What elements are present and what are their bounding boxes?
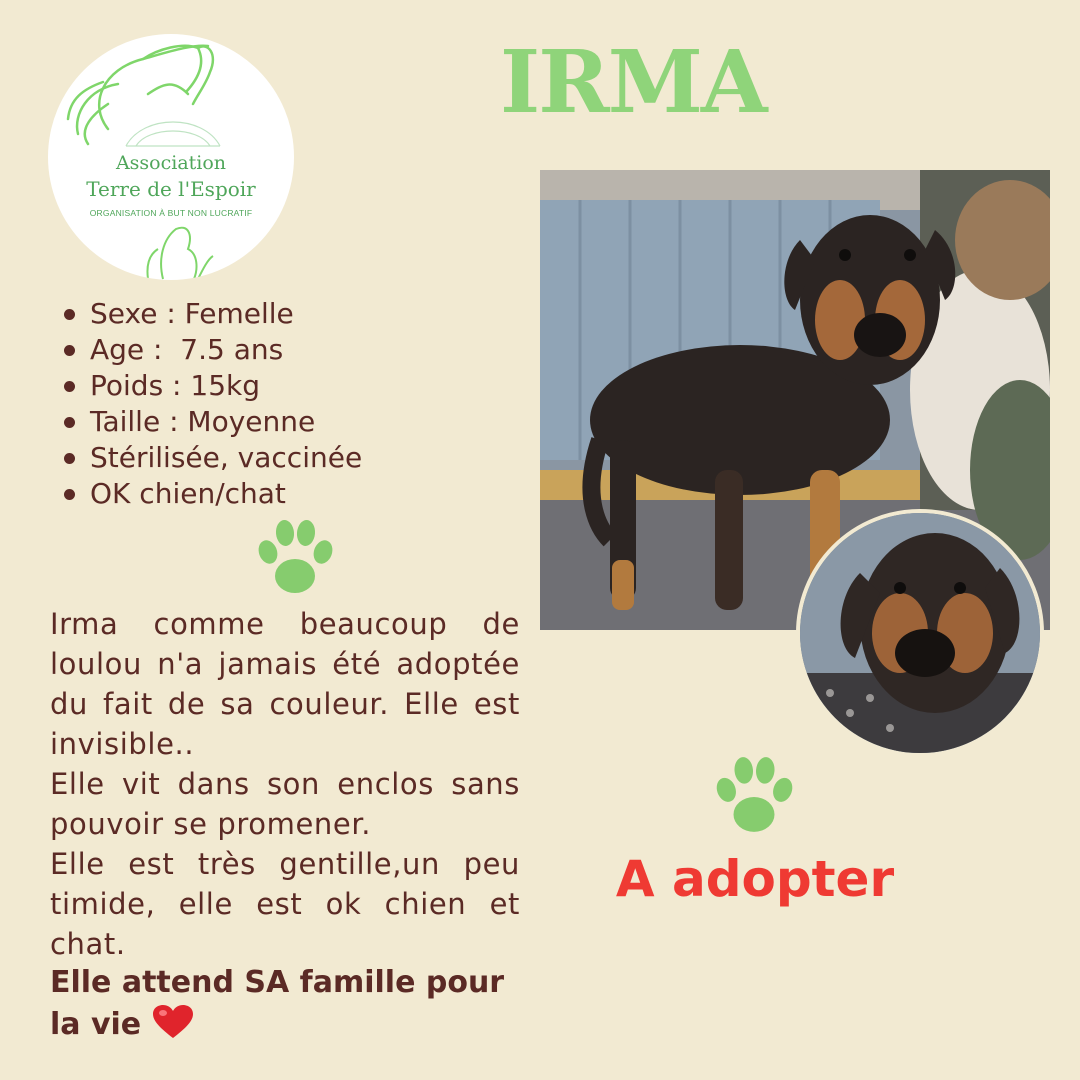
bullet-icon [64, 489, 75, 500]
association-logo [48, 34, 294, 280]
dog-portrait-illustration [800, 513, 1040, 753]
fact-item: Taille : Moyenne [62, 404, 362, 440]
closing-statement: Elle attend SA famille pour la vie [50, 965, 505, 1042]
adopt-call-to-action: A adopter [615, 850, 895, 908]
logo-tagline: ORGANISATION À BUT NON LUCRATIF [89, 208, 253, 218]
paw-icon [254, 518, 336, 598]
heart-icon [152, 1004, 194, 1040]
bullet-icon [64, 309, 75, 320]
description [50, 604, 520, 964]
dog-photo-round [796, 509, 1044, 757]
description-paragraph: Irma comme beaucoup de loulou n'a jamais été adoptée du fait de sa couleur. Elle est invisible.. [50, 607, 520, 761]
fact-item: Sexe : Femelle [62, 296, 362, 332]
bullet-icon [64, 417, 75, 428]
paw-icon [712, 755, 796, 837]
fact-item: Stérilisée, vaccinée [62, 440, 362, 476]
bullet-icon [64, 345, 75, 356]
fact-item: OK chien/chat [62, 476, 362, 512]
description-paragraph: Elle est très gentille,un peu timide, elle est ok chien et chat. [50, 847, 520, 961]
bullet-icon [64, 381, 75, 392]
logo-name-line2: Terre de l'Espoir [86, 177, 256, 201]
fact-item: Poids : 15kg [62, 368, 362, 404]
bullet-icon [64, 453, 75, 464]
fact-list [62, 296, 362, 512]
logo-name-line1: Association [115, 152, 227, 174]
description-paragraph: Elle vit dans son enclos sans pouvoir se promener. [50, 767, 520, 841]
fact-item: Age : 7.5 ans [62, 332, 362, 368]
page-title: IRMA [500, 32, 766, 133]
